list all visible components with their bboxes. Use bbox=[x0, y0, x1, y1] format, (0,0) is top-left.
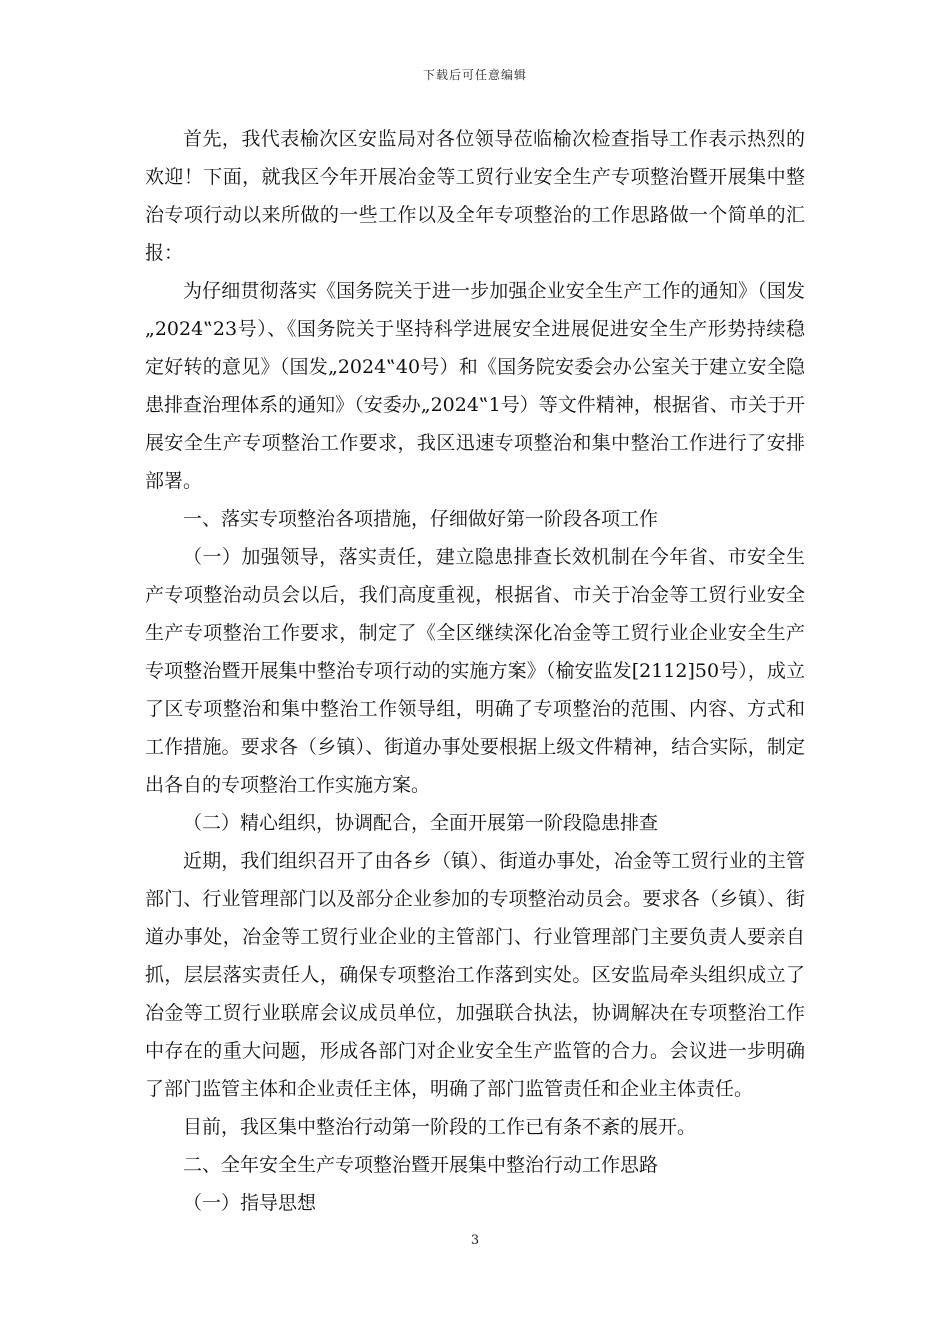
page-number: 3 bbox=[470, 1233, 480, 1248]
section-heading-2: 二、全年安全生产专项整治暨开展集中整治行动工作思路 bbox=[183, 1154, 659, 1176]
paragraph-current: 目前，我区集中整治行动第一阶段的工作已有条不紊的展开。 bbox=[183, 1116, 697, 1138]
section-heading-1: 一、落实专项整治各项措施，仔细做好第一阶段各项工作 bbox=[183, 508, 659, 530]
subsection-1-2-heading: （二）精心组织，协调配合，全面开展第一阶段隐患排查 bbox=[183, 812, 659, 834]
subsection-1-1: （一）加强领导，落实责任，建立隐患排查长效机制在今年省、市安全生产专项整治动员会以后，我们高度重视，根据省、市关于冶金等工贸行业安全生产专项整治工作要求，制定了《全区继续深化冶金等工贸行业企业安全生产专项整治暨开展集中整治专项行动的实施方案》（榆安监发[2112]50号），成立了区专项整治和集中整治工作领导组，明确了专项整治的范围、内容、方式和工作措施。要求各（乡镇）、街道办事处要根据上级文件精神，结合实际，制定出各自的专项整治工作实施方案。 bbox=[145, 546, 805, 796]
paragraph-background: 为仔细贯彻落实《国务院关于进一步加强企业安全生产工作的通知》（国发„2024‟23号）、《国务院关于坚持科学进展安全进展促进安全生产形势持续稳定好转的意见》（国发„2024‟40号）和《国务院安委会办公室关于建立安全隐患排查治理体系的通知》（安委办„2024‟1号）等文件精神，根据省、市关于开展安全生产专项整治工作要求，我区迅速专项整治和集中整治工作进行了安排部署。 bbox=[145, 280, 805, 492]
subsection-2-1-heading: （一）指导思想 bbox=[183, 1192, 317, 1214]
paragraph-recent: 近期，我们组织召开了由各乡（镇）、街道办事处，冶金等工贸行业的主管部门、行业管理部门以及部分企业参加的专项整治动员会。要求各（乡镇）、街道办事处，冶金等工贸行业企业的主管部门、行业管理部门主要负责人要亲自抓，层层落实责任人，确保专项整治工作落到实处。区安监局牵头组织成立了冶金等工贸行业联席会议成员单位，加强联合执法，协调解决在专项整治工作中存在的重大问题，形成各部门对企业安全生产监管的合力。会议进一步明确了部门监管主体和企业责任主体，明确了部门监管责任和企业主体责任。 bbox=[145, 850, 805, 1100]
page-header: 下载后可任意编辑 bbox=[422, 68, 527, 82]
document-body bbox=[145, 120, 805, 1222]
paragraph-opening: 首先，我代表榆次区安监局对各位领导莅临榆次检查指导工作表示热烈的欢迎！下面，就我区今年开展冶金等工贸行业安全生产专项整治暨开展集中整治专项行动以来所做的一些工作以及全年专项整治的工作思路做一个简单的汇报： bbox=[145, 128, 805, 264]
